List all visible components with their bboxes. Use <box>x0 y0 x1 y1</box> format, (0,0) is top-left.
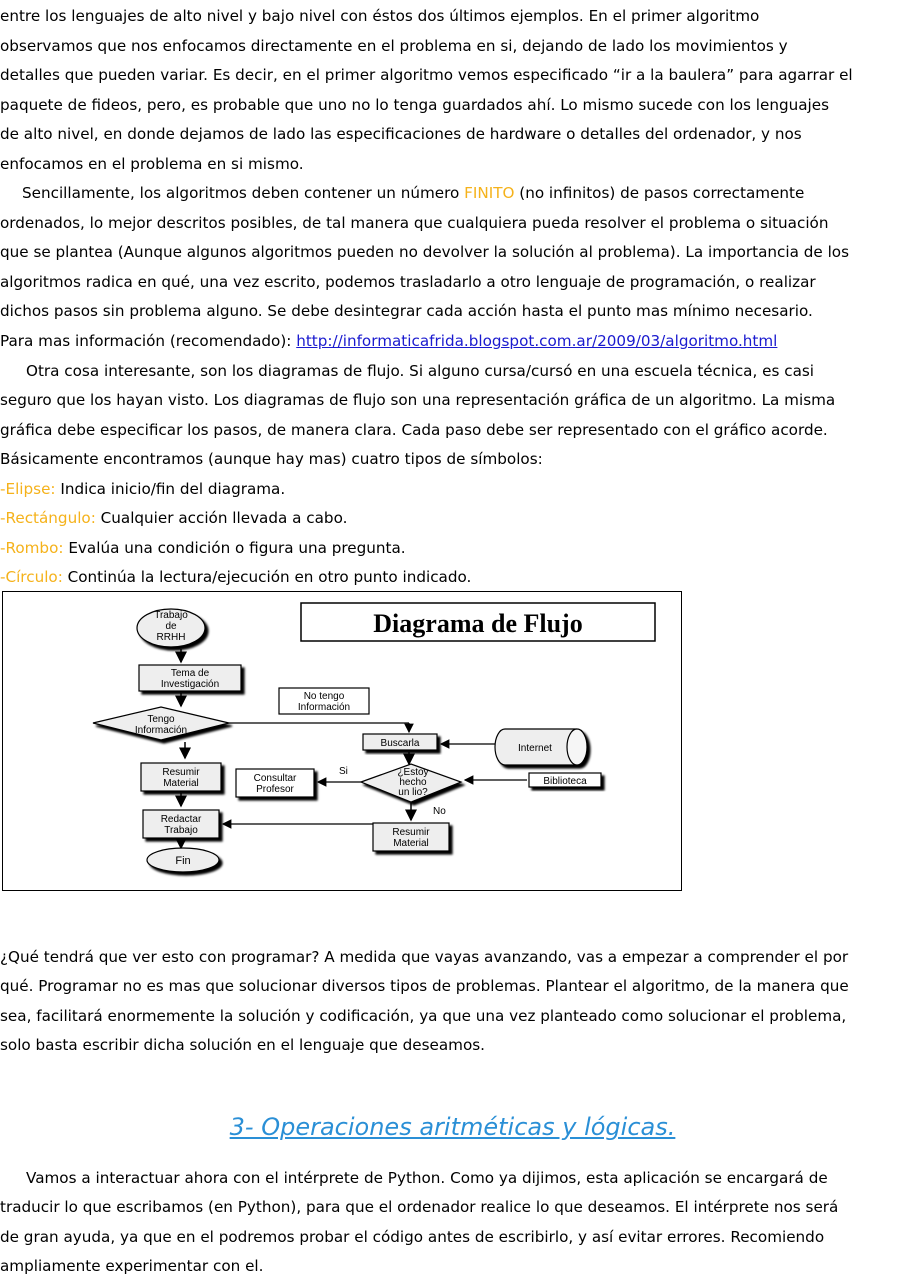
more-info-line <box>0 331 777 351</box>
more-info-label: Para mas información (recomendado): <box>0 332 297 350</box>
no-info-label: Información <box>297 702 351 713</box>
confused-label: ¿Estoy <box>397 767 429 778</box>
section-heading: 3- Operaciones aritméticas y lógicas. <box>229 1113 676 1141</box>
end-label: Fin <box>175 855 191 867</box>
symbol-name: -Rombo: <box>0 539 64 557</box>
paragraph-line: de gran ayuda, ya que en el podremos probar el código antes de escribirlo, y así evitar errores. Recomiendo <box>0 1228 825 1246</box>
symbol-desc: Cualquier acción llevada a cabo. <box>95 509 348 527</box>
yes-label: Si <box>339 766 348 777</box>
no-info-label: No tengo <box>303 691 345 702</box>
paragraph-line: enfocamos en el problema en si mismo. <box>0 155 304 173</box>
no-label: No <box>433 806 446 817</box>
symbol-item-rectangle <box>0 508 347 528</box>
symbol-desc: Continúa la lectura/ejecución en otro punto indicado. <box>62 568 472 586</box>
paragraph-line: ordenados, lo mejor descritos posibles, de tal manera que cualquiera pueda resolver el problema o situación <box>0 214 829 232</box>
text-span: (no infinitos) de pasos correctamente <box>514 184 805 202</box>
write-work-label: Redactar <box>160 814 202 825</box>
paragraph-line: gráfica debe especificar los pasos, de manera clara. Cada paso debe ser representado con el gráfico acorde. <box>0 421 828 439</box>
paragraph-line: seguro que los hayan visto. Los diagramas de flujo son una representación gráfica de un algoritmo. La misma <box>0 391 836 409</box>
research-topic-label: Tema de <box>170 668 210 679</box>
write-work-label: Trabajo <box>164 825 198 836</box>
paragraph-line: solo basta escribir dicha solución en el lenguaje que deseamos. <box>0 1036 485 1054</box>
start-label: de <box>165 621 177 632</box>
symbol-item-circle <box>0 567 471 587</box>
research-topic-label: Investigación <box>160 679 220 690</box>
flowchart-figure <box>2 591 682 891</box>
symbol-item-rhombus <box>0 538 406 558</box>
paragraph-line: dichos pasos sin problema alguno. Se debe desintegrar cada acción hasta el punto mas mínimo necesario. <box>0 302 813 320</box>
confused-label: hecho <box>399 777 427 788</box>
paragraph-line: ¿Qué tendrá que ver esto con programar? A medida que vayas avanzando, vas a empezar a comprender el por <box>0 948 849 966</box>
summarize-label: Resumir <box>162 767 200 778</box>
diagram-title: Diagrama de Flujo <box>373 609 583 638</box>
confused-label: un lio? <box>398 787 428 798</box>
paragraph-line: paquete de fideos, pero, es probable que uno no lo tenga guardados ahí. Lo mismo sucede con los lenguajes <box>0 96 830 114</box>
paragraph-line: observamos que nos enfocamos directamente en el problema en si, dejando de lado los movimientos y <box>0 37 788 55</box>
symbol-name: -Elipse: <box>0 480 56 498</box>
summarize-label: Material <box>163 778 199 789</box>
symbol-desc: Indica inicio/fin del diagrama. <box>55 480 286 498</box>
paragraph-line: algoritmos radica en qué, una vez escrito, podemos trasladarlo a otro lenguaje de programación, o realizar <box>0 273 816 291</box>
paragraph-line: de alto nivel, en donde dejamos de lado las especificaciones de hardware o detalles del ordenador, y nos <box>0 125 802 143</box>
paragraph-line: Otra cosa interesante, son los diagramas de flujo. Si alguno cursa/cursó en una escuela técnica, es casi <box>26 362 815 380</box>
symbol-desc: Evalúa una condición o figura una pregunta. <box>63 539 406 557</box>
has-info-label: Tengo <box>147 714 175 725</box>
paragraph-line: traducir lo que escribamos (en Python), para que el ordenador realice lo que deseamos. El intérprete nos será <box>0 1198 839 1216</box>
paragraph-line: Básicamente encontramos (aunque hay mas) cuatro tipos de símbolos: <box>0 450 543 468</box>
start-label: RRHH <box>156 632 186 643</box>
paragraph-line: detalles que pueden variar. Es decir, en el primer algoritmo vemos especificado “ir a la baulera” para agarrar el <box>0 66 853 84</box>
symbol-name: -Rectángulo: <box>0 509 96 527</box>
has-info-label: Información <box>134 725 188 736</box>
internet-label: Internet <box>518 743 552 754</box>
start-label: Trabajo <box>154 610 188 621</box>
paragraph-line: sea, facilitará enormemente la solución y codificación, ya que una vez planteado como solucionar el problema, <box>0 1007 847 1025</box>
paragraph-line: qué. Programar no es mas que solucionar diversos tipos de problemas. Plantear el algoritmo, de la manera que <box>0 977 849 995</box>
ask-teacher-label: Consultar <box>253 773 297 784</box>
text-span: Sencillamente, los algoritmos deben contener un número <box>22 184 465 202</box>
library-label: Biblioteca <box>543 776 587 787</box>
paragraph-line: Vamos a interactuar ahora con el intérprete de Python. Como ya dijimos, esta aplicación se encargará de <box>26 1169 828 1187</box>
search-label: Buscarla <box>380 738 420 749</box>
paragraph-line: ampliamente experimentar con el. <box>0 1257 264 1275</box>
ask-teacher-label: Profesor <box>256 784 294 795</box>
paragraph-line <box>0 183 804 203</box>
summarize-label: Material <box>393 838 429 849</box>
algorithm-link[interactable]: http://informaticafrida.blogspot.com.ar/2009/03/algoritmo.html <box>296 332 778 350</box>
paragraph-line: que se plantea (Aunque algunos algoritmos pueden no devolver la solución al problema). La importancia de los <box>0 243 850 261</box>
paragraph-line: entre los lenguajes de alto nivel y bajo nivel con éstos dos últimos ejemplos. En el primer algoritmo <box>0 7 760 25</box>
summarize-label: Resumir <box>392 827 430 838</box>
flowchart-svg <box>3 592 681 890</box>
symbol-item-ellipse <box>0 479 285 499</box>
finito-highlight: FINITO <box>464 184 515 202</box>
symbol-name: -Círculo: <box>0 568 63 586</box>
